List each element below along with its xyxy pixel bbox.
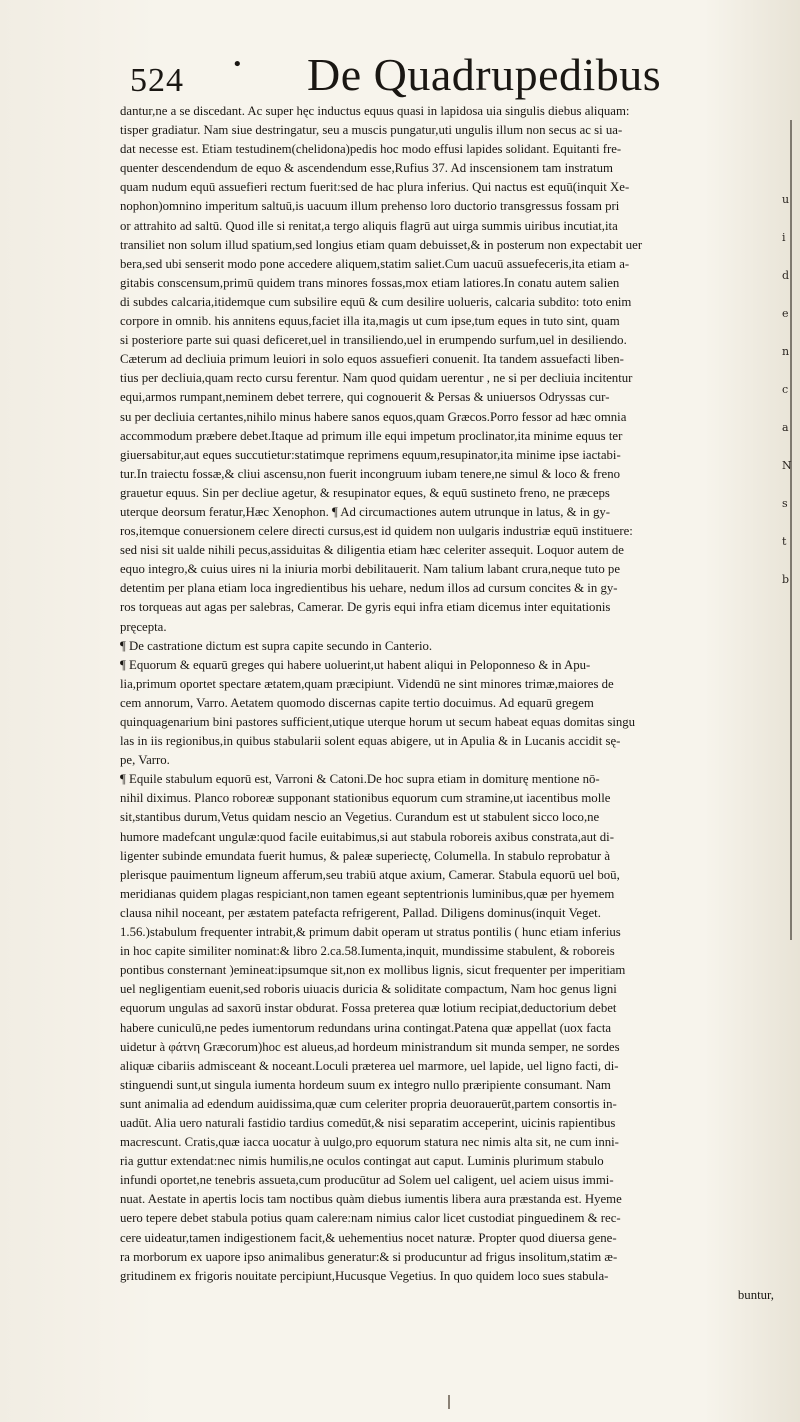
text-line: uadūt. Alia uero naturali fastidio tardius comedūt,& nisi separatim acceperint, uicinis rapientibus (120, 1115, 616, 1130)
margin-glyph: c (782, 383, 789, 396)
text-line: tur.In traiectu fossæ,& cliui ascensu,non fuerit incongruum iubam tenere,ne simul & loco & freno (120, 466, 621, 481)
text-line: bera,sed ubi senserit modo pone accedere aliquem,statim saliet.Cum uacuū assuefeceris,ita etiam a- (120, 256, 630, 271)
text-line: accommodum præbere debet.Itaque ad primum ille equi impetum proclinator,ita minime equus ter (120, 428, 623, 443)
margin-glyph: e (782, 307, 789, 320)
text-line: detentim per plana etiam loca ingredientibus his uehare, nedum illos ad cursum concites & in gy- (120, 581, 618, 596)
margin-glyph: d (782, 269, 790, 282)
text-line: ¶ De castratione dictum est supra capite secundo in Canterio. (120, 638, 433, 653)
page-header (122, 44, 762, 104)
text-line: sunt animalia ad edendum auidissima,quæ cum celeriter propria deuorauerūt,partem consortis in- (120, 1096, 617, 1111)
text-line: ria guttur extendat:nec nimis humilis,ne oculos contingat aut caput. Luminis plurimum stabulo (120, 1154, 604, 1169)
text-line: dantur,ne a se discedant. Ac super hęc inductus equus quasi in lapidosa uia singulis diebus aliquam: (120, 104, 630, 118)
text-line: quam nudum equū assuefieri rectum fuerit:sed de hac plura inferius. Qui nactus est equū(inquit Xe- (120, 180, 630, 195)
text-line: equi,armos rumpant,neminem debet terrere, qui cognouerit & Persas & uniuersos Odryssas cur- (120, 390, 610, 405)
text-line: sed nisi sit ualde nihili pecus,assiduitas & diligentia etiam hæc celeriter assequit. Loquor autem de (120, 543, 624, 558)
body-text (120, 102, 792, 1372)
text-line: ros torqueas aut agas per salebras, Camerar. De gyris equi infra etiam dicemus inter equitationis (120, 600, 611, 615)
text-line: pręcepta. (120, 619, 167, 634)
running-head-title: De Quadrupedibus (307, 49, 662, 100)
margin-glyph: u (782, 193, 790, 206)
text-line: uel negligentiam euenit,sed roboris uiuacis duricia & soliditate compactum, Nam hoc genus ligni (120, 982, 617, 997)
text-line: tius per decliuia,quam recto cursu ferentur. Nam quod quidam uerentur , ne si per decliuia incitentur (120, 371, 633, 386)
text-line: grauetur equus. Sin per decliue agetur, & resupinator eques, & equū sustineto freno, ne præceps (120, 485, 610, 500)
margin-glyph: n (782, 345, 790, 358)
text-line: 1.56.)stabulum frequenter intrabit,& primum dabit operam ut stratus pontilis ( hunc etiam inferius (120, 925, 621, 940)
text-line: equorum ungulas ad saxorū instar obdurat. Fossa preterea quæ lotium recipiat,deductorium debet (120, 1001, 617, 1016)
text-line: pontibus consternant )emineat:ipsumque sit,non ex mollibus lignis, sicut frequenter per imperitiam (120, 963, 626, 978)
page-mark (448, 1395, 450, 1409)
text-line: ¶ Equorum & equarū greges qui habere uoluerint,ut habent aliqui in Peloponneso & in Apu- (120, 657, 591, 672)
text-line: transiliet non solum illud spatium,sed longius etiam quam debuisset,& in posterum non expectabit uer (120, 237, 643, 252)
text-line: ligenter subinde emundata fuerit humus, & paleæ superiectę, Columella. In stabulo reprobatur à (120, 848, 611, 863)
text-line: humore madefcant ungulæ:quod facile euitabimus,si aut stabula roboreis axibus constrata,aut di- (120, 829, 614, 844)
text-line: in hoc capite similiter nominat:& libro 2.ca.58.Iumenta,inquit, mundissime stabulent, & roboreis (120, 944, 615, 959)
margin-glyph: s (782, 497, 788, 510)
text-line: dat necesse est. Etiam testudinem(chelidona)pedis hoc modo effusi lapides solidant. Equitanti fre- (120, 142, 622, 157)
text-line: stinguendi sunt,ut singula iumenta hordeum suum ex integro nullo præripiente consumant. Nam (120, 1077, 611, 1092)
text-line: plerisque pauimentum ligneum afferum,seu trabiū atque axium, Camerar. Stabula equorū uel boū, (120, 867, 620, 882)
text-line: infundi oportet,ne tenebris assueta,cum producūtur ad Solem uel caligent, uel aciem uisus immi- (120, 1173, 614, 1188)
text-line: uidetur à φάτνη Græcorum)hoc est alueus,ad hordeum ministrandum sit munda semper, ne sordes (120, 1039, 620, 1054)
text-line: quenter descendendum de equo & ascendendum esse,Rufius 37. Ad inscensionem tam instratum (120, 161, 613, 176)
text-line: gitabis conscensum,primū quidem trans minores fossas,mox etiam latiores.In conatu autem salien (120, 275, 620, 290)
text-line: corpore in omnib. his annitens equus,faciet illa ita,magis ut cum ipse,tum eques in tuto sint, quam (120, 314, 620, 329)
text-line: las in iis regionibus,in quibus stabularii solent equas abigere, ut in Apulia & in Lucanis accidit sę- (120, 734, 621, 749)
text-line: si posteriore parte sui quasi deficeret,uel in transiliendo,uel in erumpendo surfum,uel in desiliendo. (120, 333, 627, 348)
page-number: 524 (130, 62, 184, 99)
text-line: giuersabitur,aut eques succutietur:statimque reprimens equum,resupinator,ita minime ipse iactabi- (120, 447, 621, 462)
text-line: cere uideatur,tamen indigestionem facit,& uehementius nocet naturæ. Propter quod diuersa gene- (120, 1230, 617, 1245)
text-line: aliquæ cibariis admisceant & noceant.Loculi præterea uel marmore, uel lapide, uel ligno facti, di- (120, 1058, 619, 1073)
text-line: ros,itemque conuersionem celere directi cursus,est id quidem non uulgaris industriæ equū instituere: (120, 524, 633, 539)
margin-glyph: t (782, 535, 787, 548)
margin-glyph: b (782, 573, 790, 586)
margin-glyph: i (782, 231, 786, 244)
text-line: pe, Varro. (120, 753, 170, 768)
text-line: nihil diximus. Planco roboreæ supponant stationibus equorum cum stramine,ut iacentibus molle (120, 791, 611, 806)
text-line: ra morborum ex uapore ipso animalibus generatur:& si producuntur ad frigus insolitum,statim æ- (120, 1249, 618, 1264)
margin-glyph: a (782, 421, 789, 434)
text-line: equo integro,& cuius uires ni la iniuria morbi debilitauerit. Nam talium labant crura,neque tuto pe (120, 562, 621, 577)
text-line: uero tepere debet stabula potius quam calere:nam nimius calor licet custodiat pinguedinem & rec- (120, 1211, 621, 1226)
text-line: meridianas quidem plagas respiciant,non tamen egeant septentrionis luminibus,quæ per hyemem (120, 886, 615, 901)
text-line: Cæterum ad decliuia primum leuiori in solo equos assuefieri conuenit. Ita tandem assuefacti liben- (120, 352, 624, 367)
text-line: uterque deorsum feratur,Hæc Xenophon. ¶ Ad circumactiones autem utrunque in latus, & in gy- (120, 504, 611, 519)
text-line: sit,stantibus durum,Vetus quidam nescio an Vegetius. Curandum est ut stabulent sicco loco,ne (120, 810, 600, 825)
text-line: tisper gradiatur. Nam siue destringatur, seu a muscis pungatur,uti ungulis illum non secus ac si ua- (120, 123, 623, 138)
header-ornament: • (232, 54, 243, 75)
text-line: macrescunt. Cratis,quæ iacca uocatur à uulgo,pro equorum statura nec nimis alta sit, ne cum inni- (120, 1135, 619, 1150)
text-line: cem annorum, Varro. Aetatem quomodo discernas capite tertio docuimus. Ad equarū gregem (120, 695, 594, 710)
text-line: clausa nihil noceant, per æstatem patefacta refrigerent, Pallad. Diligens dominus(inquit Veget. (120, 905, 601, 920)
text-line: nophon)omnino imperitum saltuū,is uacuum illum prehenso loro ductorio transgressus fossam pri (120, 199, 620, 214)
margin-notes (782, 190, 800, 910)
margin-glyph: N (782, 459, 792, 472)
text-line: su per decliuia certantes,nihilo minus habere sanos equos,quam Græcos.Porro fessor ad hæc omnia (120, 409, 627, 424)
text-line: or attrahito ad saltū. Quod ille si renitat,a tergo aliquis flagrū aut uirga summis uiribus incutiat,ita (120, 218, 618, 233)
text-line: habere cuniculū,ne pedes iumentorum redundans urina contingat.Patena quæ appellat (uox facta (120, 1020, 612, 1035)
text-line: ¶ Equile stabulum equorū est, Varroni & Catoni.De hoc supra etiam in domiturę mentione nō- (120, 772, 600, 787)
text-line: gritudinem ex frigoris nouitate percipiunt,Hucusque Vegetius. In quo quidem loco sues stabula- (120, 1268, 609, 1283)
text-line: di subdes calcaria,itidemque cum subsilire equū & cum desilire uolueris, calcaria subdito: toto enim (120, 294, 632, 309)
text-line: quinquagenarium bini pastores sufficient,utique uterque horum ut secum habeat equas domitas singu (120, 715, 636, 729)
text-line: lia,primum oportet spectare ætatem,quam præcipiunt. Videndū ne sint minores trimæ,maiores de (120, 676, 614, 691)
text-line: nuat. Aestate in apertis locis tam noctibus quàm diebus iumentis libera aura præstanda est. Hyeme (120, 1192, 622, 1207)
text-line: buntur, (737, 1287, 774, 1302)
